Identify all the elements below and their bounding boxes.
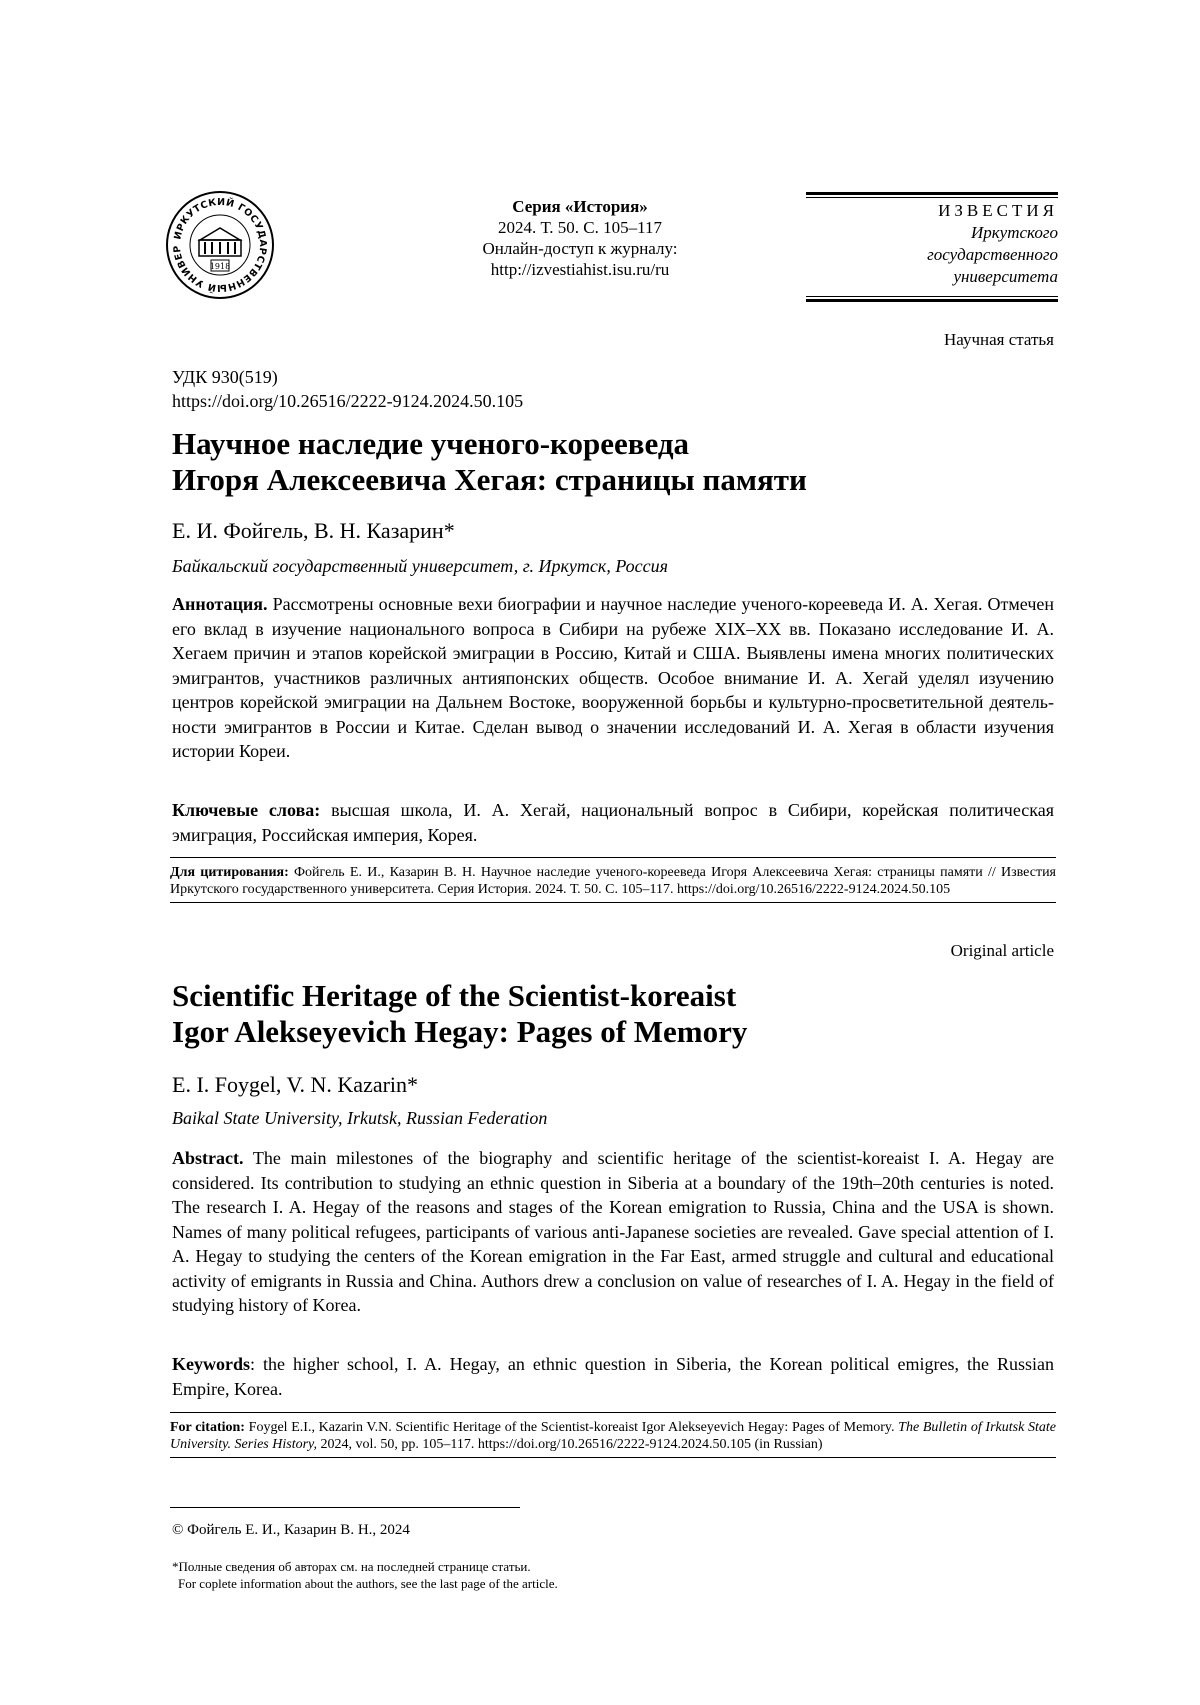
title-ru bbox=[172, 426, 1052, 498]
title-en-line-2: Igor Alekseyevich Hegay: Pages of Memory bbox=[172, 1014, 748, 1049]
keywords-ru-text: высшая школа, И. А. Хегай, национальный вопрос в Сибири, корейская политическая эмиграция, Российская империя, Корея. bbox=[172, 800, 1054, 845]
title-ru-line-2: Игоря Алексеевича Хегая: страницы памяти bbox=[172, 462, 807, 497]
citation-ru bbox=[170, 857, 1056, 903]
keywords-ru bbox=[172, 798, 1054, 847]
abstract-en bbox=[172, 1146, 1054, 1318]
citation-ru-label: Для цитирования: bbox=[170, 865, 289, 880]
series-url[interactable]: http://izvestiahist.isu.ru/ru bbox=[490, 260, 670, 279]
copyright: © Фойгель Е. И., Казарин В. Н., 2024 bbox=[172, 1522, 410, 1538]
journal-sub-2: государственного bbox=[927, 245, 1058, 264]
series-title: Серия «История» bbox=[512, 197, 648, 216]
footnote-rule bbox=[170, 1507, 520, 1508]
article-type-ru: Научная статья bbox=[943, 330, 1054, 349]
abstract-ru bbox=[172, 592, 1054, 764]
keywords-en bbox=[172, 1352, 1054, 1401]
abstract-en-label: Abstract. bbox=[172, 1148, 244, 1168]
series-volume: 2024. Т. 50. С. 105–117 bbox=[498, 218, 662, 237]
citation-en-text-2: 2024, vol. 50, pp. 105–117. https://doi.org/10.26516/2222-9124.2024.50.105 (in Russian) bbox=[320, 1437, 823, 1452]
citation-en-text-1: Foygel E.I., Kazarin V.N. Scientific Heritage of the Scientist-koreaist Igor Alekseyevich Hegay: Pages of Memory. bbox=[248, 1420, 895, 1435]
abstract-ru-text: Рассмотрены основные вехи биографии и научное наследие ученого-корееведа И. А. Хегая. Отмечен его вклад в изучение национального вопроса в Сибири на рубеже XIX–XX вв. Показано исследование И. А. Хегаем причин и этапов корейской эмиграции в Россию, Китай и США. Выявлены имена многих политических эмигрантов, участников различных антияпонских обществ. Особое внимание И. А. Хегай уделял изучению центров корейской эмиграции на Дальнем Востоке, вооруженной борьбы и культурно-просветительной деятельности эмигрантов в России и Китае. Сделан вывод о значении исследований И. А. Хегая в области изучения истории Кореи. bbox=[172, 594, 1055, 761]
svg-text:ИРКУТСКИЙ ГОСУДАРСТВЕННЫЙ УНИВ: ИРКУТСКИЙ ГОСУДАРСТВЕННЫЙ УНИВЕР bbox=[171, 196, 269, 294]
doi-link[interactable]: https://doi.org/10.26516/2222-9124.2024.50.105 bbox=[172, 391, 524, 411]
keywords-en-label: Keywords bbox=[172, 1354, 250, 1374]
keywords-en-text: : the higher school, I. A. Hegay, an ethnic question in Siberia, the Korean political emigres, the Russian Empire, Korea. bbox=[172, 1354, 1054, 1399]
citation-en-label: For citation: bbox=[170, 1420, 245, 1435]
footnote-ru: *Полные сведения об авторах см. на последней странице статьи. bbox=[172, 1559, 531, 1574]
seal-year: 1918 bbox=[209, 262, 231, 271]
journal-sub-3: университета bbox=[953, 267, 1058, 286]
abstract-ru-label: Аннотация. bbox=[172, 594, 268, 614]
footnotes bbox=[172, 1558, 558, 1592]
citation-ru-text: Фойгель Е. И., Казарин В. Н. Научное наследие ученого-корееведа Игоря Алексеевича Хегая: страницы памяти // Известия Иркутского государственного университета. Серия История. 2024. Т. 50. С. 105–117. https://doi.org/10.26516/2222-9124.2024.50.105 bbox=[170, 865, 1057, 897]
journal-masthead bbox=[806, 192, 1058, 302]
affiliation-en: Baikal State University, Irkutsk, Russian Federation bbox=[172, 1108, 548, 1128]
journal-sub-1: Иркутского bbox=[970, 223, 1058, 242]
title-ru-line-1: Научное наследие ученого-корееведа bbox=[172, 426, 690, 461]
authors-ru: Е. И. Фойгель, В. Н. Казарин* bbox=[172, 518, 455, 543]
university-seal-icon bbox=[165, 190, 275, 300]
series-online-label: Онлайн-доступ к журналу: bbox=[482, 239, 678, 258]
series-info bbox=[420, 196, 740, 280]
title-en-line-1: Scientific Heritage of the Scientist-koreaist bbox=[172, 978, 737, 1013]
udk-code: УДК 930(519) bbox=[172, 367, 278, 387]
affiliation-ru: Байкальский государственный университет, г. Иркутск, Россия bbox=[172, 556, 669, 576]
title-en bbox=[172, 978, 1052, 1050]
citation-en bbox=[170, 1412, 1056, 1458]
authors-en: E. I. Foygel, V. N. Kazarin* bbox=[172, 1072, 419, 1097]
journal-name: ИЗВЕСТИЯ bbox=[938, 201, 1058, 220]
footnote-en: For coplete information about the authors, see the last page of the article. bbox=[178, 1576, 558, 1591]
article-type-en: Original article bbox=[950, 941, 1054, 960]
masthead-rule-bottom bbox=[806, 296, 1058, 302]
citation-en-journal: The Bulletin of Irkutsk State University. Series History, bbox=[170, 1420, 1056, 1452]
abstract-en-text: The main milestones of the biography and scientific heritage of the scientist-koreaist I. A. Hegay are considered. Its contribution to studying an ethnic question in Siberia at a boundary of the 19th–20th centuries is noted. The research I. A. Hegay of the reasons and stages of the Korean emigration to Russia, China and the USA is shown. Names of many political refugees, participants of various anti-Japanese societies are revealed. Gave special attention of I. A. Hegay to studying the centers of the Korean emigration in the Far East, armed struggle and cultural and educational activity of emigrants in Russia and China. Authors drew a conclusion on value of researches of I. A. Hegay in the field of studying history of Korea. bbox=[172, 1148, 1054, 1315]
keywords-ru-label: Ключевые слова: bbox=[172, 800, 321, 820]
